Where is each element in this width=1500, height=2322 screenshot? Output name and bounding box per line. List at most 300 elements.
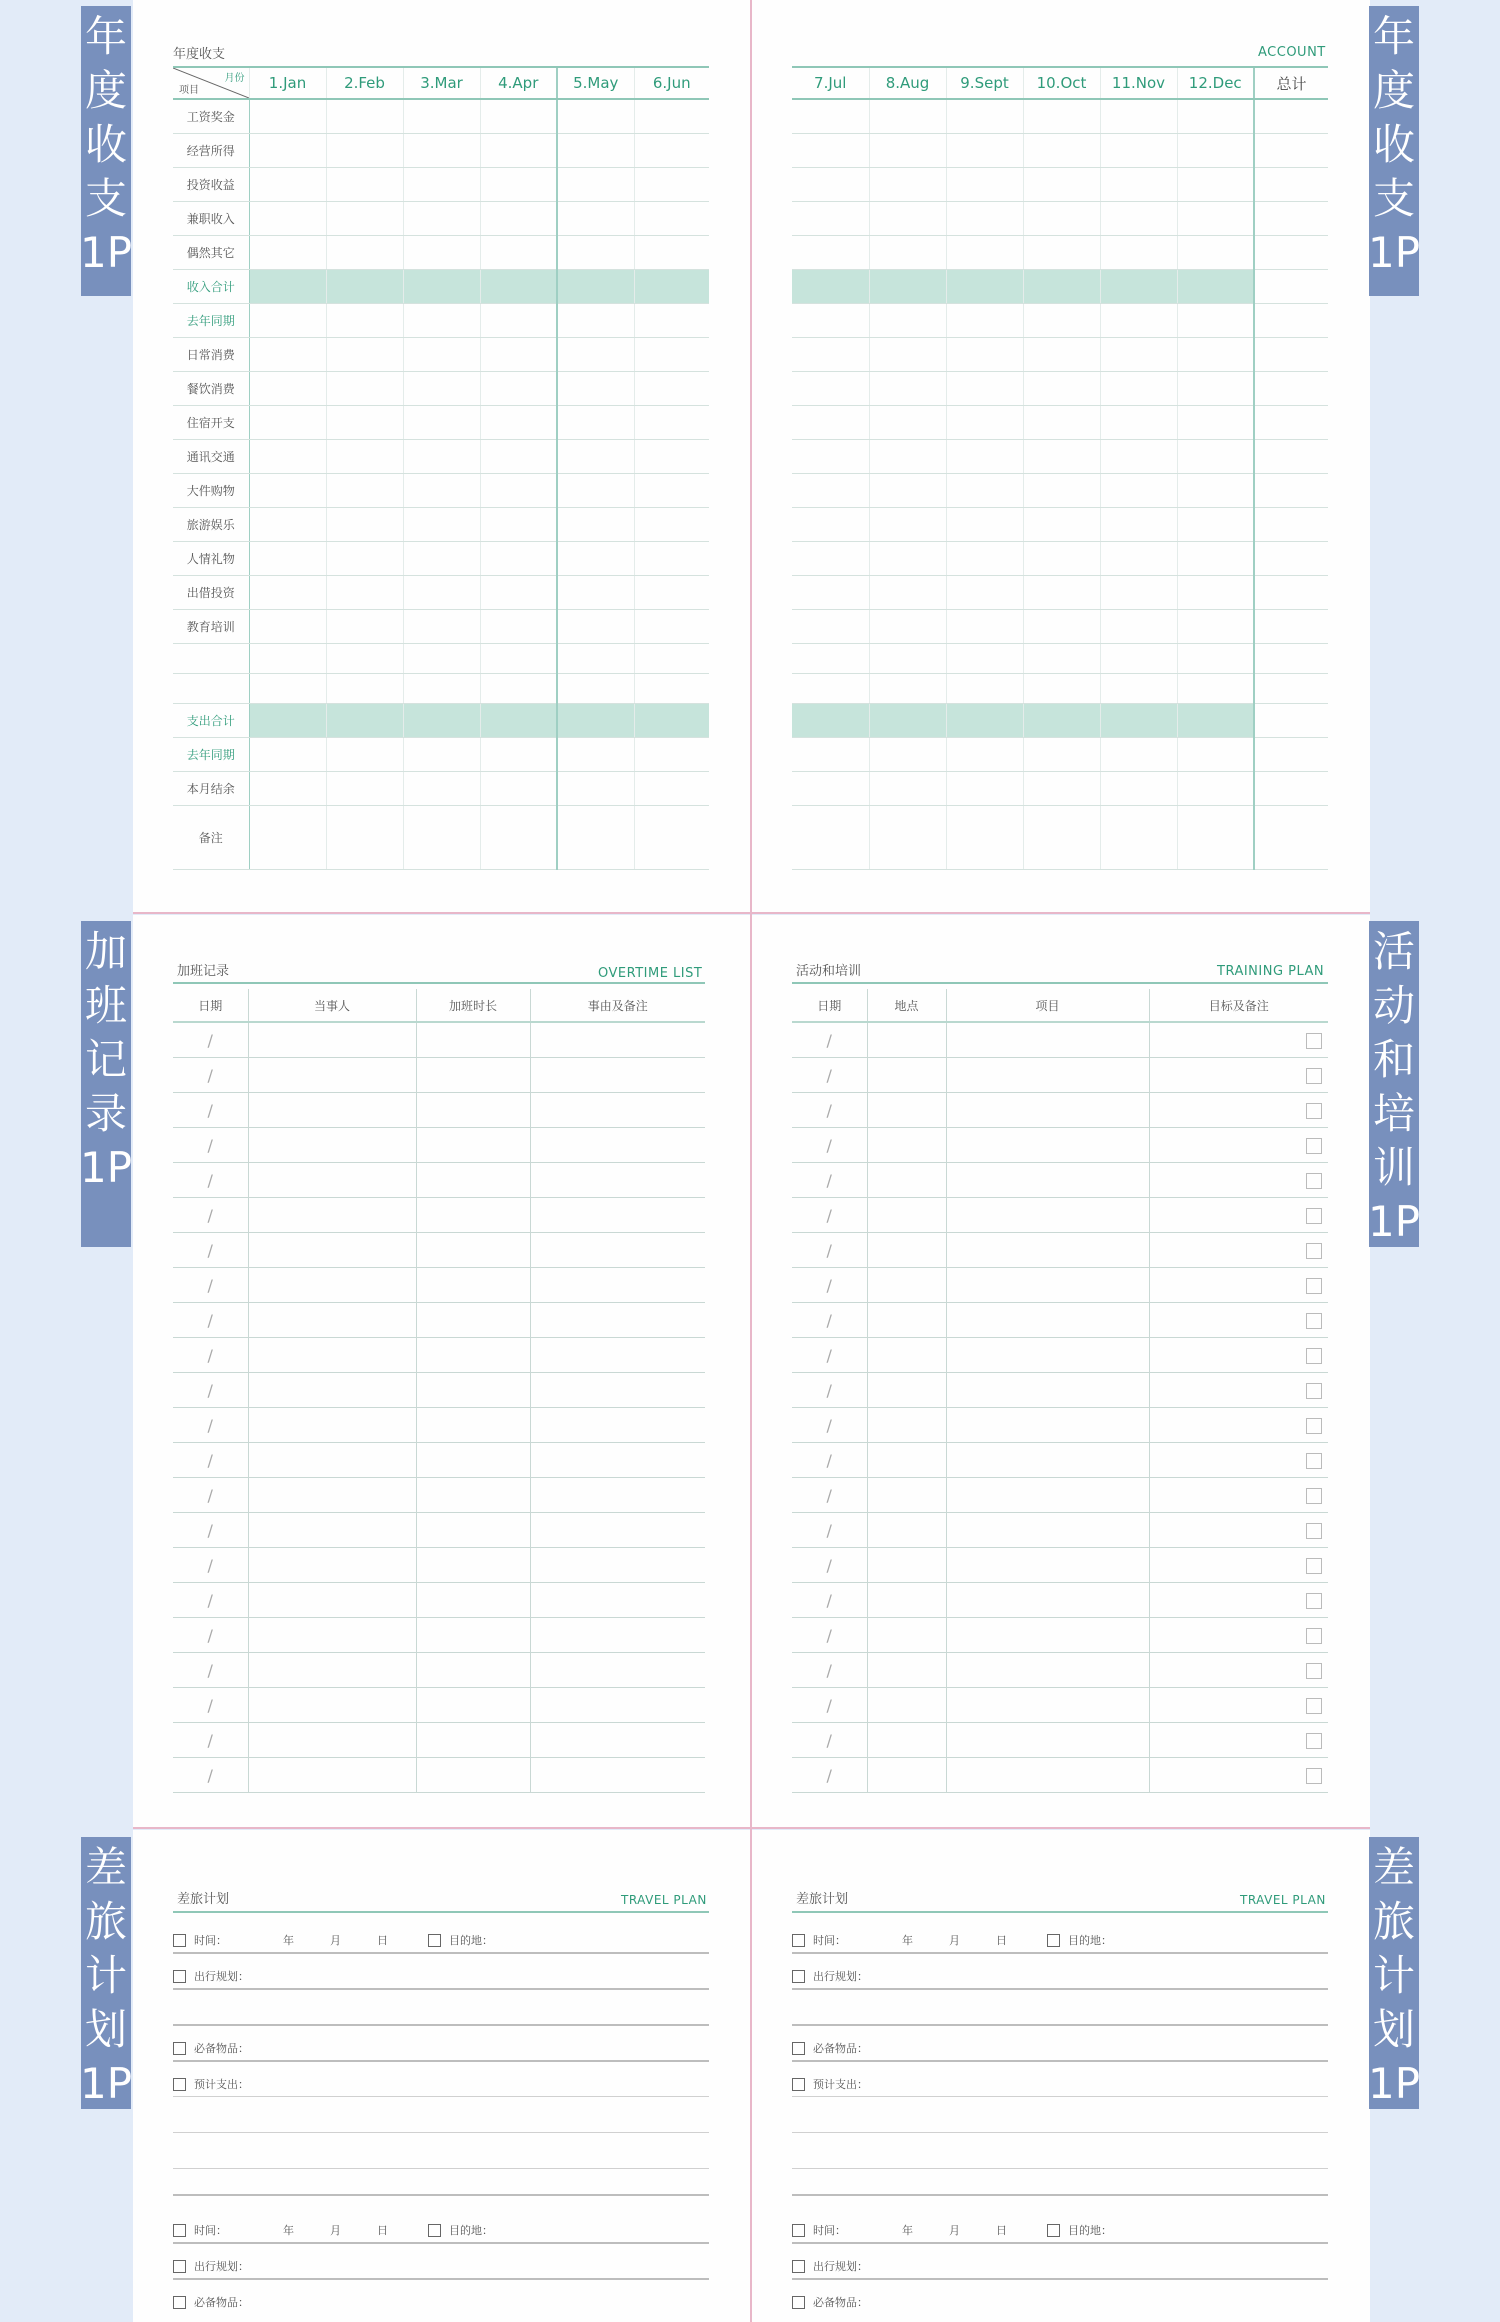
income-cell[interactable] <box>1100 405 1177 439</box>
income-cell[interactable] <box>326 737 403 771</box>
income-total-cell[interactable] <box>1254 133 1328 167</box>
training-cell[interactable] <box>1149 1233 1328 1268</box>
income-cell[interactable] <box>557 99 634 133</box>
training-cell[interactable] <box>1149 1373 1328 1408</box>
income-cell[interactable] <box>249 737 326 771</box>
overtime-cell[interactable] <box>416 1583 530 1618</box>
overtime-cell[interactable] <box>530 1093 705 1128</box>
checkbox[interactable] <box>792 2078 805 2091</box>
income-cell[interactable] <box>1023 201 1100 235</box>
income-cell[interactable] <box>249 643 326 673</box>
overtime-cell[interactable] <box>248 1268 416 1303</box>
income-cell[interactable] <box>946 643 1023 673</box>
income-cell[interactable] <box>557 405 634 439</box>
training-cell[interactable] <box>946 1478 1149 1513</box>
income-cell[interactable] <box>634 337 709 371</box>
income-cell[interactable] <box>326 133 403 167</box>
income-cell[interactable] <box>249 167 326 201</box>
checkbox[interactable] <box>1306 1523 1322 1539</box>
income-cell[interactable] <box>1100 303 1177 337</box>
income-cell[interactable] <box>869 575 946 609</box>
checkbox[interactable] <box>1306 1033 1322 1049</box>
training-date-cell[interactable]: / <box>792 1618 867 1653</box>
checkbox[interactable] <box>1306 1628 1322 1644</box>
training-cell[interactable] <box>867 1233 946 1268</box>
overtime-cell[interactable] <box>530 1478 705 1513</box>
income-cell[interactable] <box>1177 473 1254 507</box>
checkbox[interactable] <box>1306 1173 1322 1189</box>
income-cell[interactable] <box>946 473 1023 507</box>
income-cell[interactable] <box>557 703 634 737</box>
income-cell[interactable] <box>480 805 557 869</box>
income-total-cell[interactable] <box>1254 201 1328 235</box>
training-cell[interactable] <box>867 1373 946 1408</box>
training-date-cell[interactable]: / <box>792 1373 867 1408</box>
checkbox[interactable] <box>792 2224 805 2237</box>
training-cell[interactable] <box>1149 1548 1328 1583</box>
income-cell[interactable] <box>249 269 326 303</box>
overtime-cell[interactable] <box>248 1548 416 1583</box>
income-cell[interactable] <box>557 673 634 703</box>
income-cell[interactable] <box>249 439 326 473</box>
income-cell[interactable] <box>792 771 869 805</box>
overtime-cell[interactable] <box>416 1128 530 1163</box>
income-cell[interactable] <box>557 235 634 269</box>
overtime-cell[interactable] <box>530 1198 705 1233</box>
overtime-date-cell[interactable]: / <box>173 1478 248 1513</box>
overtime-date-cell[interactable]: / <box>173 1758 248 1793</box>
training-date-cell[interactable]: / <box>792 1338 867 1373</box>
income-cell[interactable] <box>946 439 1023 473</box>
training-cell[interactable] <box>946 1583 1149 1618</box>
income-cell[interactable] <box>1100 507 1177 541</box>
income-cell[interactable] <box>480 439 557 473</box>
income-cell[interactable] <box>403 235 480 269</box>
overtime-cell[interactable] <box>416 1233 530 1268</box>
training-date-cell[interactable]: / <box>792 1443 867 1478</box>
income-cell[interactable] <box>1177 609 1254 643</box>
income-cell[interactable] <box>480 703 557 737</box>
training-cell[interactable] <box>946 1653 1149 1688</box>
income-cell[interactable] <box>480 473 557 507</box>
income-cell[interactable] <box>326 201 403 235</box>
checkbox[interactable] <box>792 1970 805 1983</box>
income-cell[interactable] <box>1023 133 1100 167</box>
income-cell[interactable] <box>869 609 946 643</box>
overtime-cell[interactable] <box>530 1268 705 1303</box>
income-cell[interactable] <box>557 133 634 167</box>
income-cell[interactable] <box>557 541 634 575</box>
income-cell[interactable] <box>480 269 557 303</box>
income-cell[interactable] <box>249 805 326 869</box>
overtime-cell[interactable] <box>530 1058 705 1093</box>
training-cell[interactable] <box>1149 1478 1328 1513</box>
checkbox[interactable] <box>173 2224 186 2237</box>
income-cell[interactable] <box>1023 303 1100 337</box>
income-total-cell[interactable] <box>1254 703 1328 737</box>
income-cell[interactable] <box>403 371 480 405</box>
income-cell[interactable] <box>249 99 326 133</box>
checkbox[interactable] <box>1306 1313 1322 1329</box>
income-cell[interactable] <box>634 703 709 737</box>
income-cell[interactable] <box>792 507 869 541</box>
training-cell[interactable] <box>1149 1618 1328 1653</box>
overtime-cell[interactable] <box>248 1093 416 1128</box>
overtime-date-cell[interactable]: / <box>173 1583 248 1618</box>
income-cell[interactable] <box>249 473 326 507</box>
overtime-cell[interactable] <box>530 1723 705 1758</box>
overtime-cell[interactable] <box>416 1093 530 1128</box>
income-cell[interactable] <box>557 643 634 673</box>
income-cell[interactable] <box>946 99 1023 133</box>
overtime-date-cell[interactable]: / <box>173 1233 248 1268</box>
income-cell[interactable] <box>1177 439 1254 473</box>
checkbox[interactable] <box>173 1970 186 1983</box>
training-cell[interactable] <box>867 1128 946 1163</box>
overtime-date-cell[interactable]: / <box>173 1408 248 1443</box>
income-cell[interactable] <box>403 643 480 673</box>
income-cell[interactable] <box>1100 235 1177 269</box>
income-cell[interactable] <box>869 703 946 737</box>
checkbox[interactable] <box>428 2224 441 2237</box>
overtime-cell[interactable] <box>248 1688 416 1723</box>
income-cell[interactable] <box>403 473 480 507</box>
income-cell[interactable] <box>792 235 869 269</box>
income-cell[interactable] <box>403 609 480 643</box>
income-cell[interactable] <box>1177 201 1254 235</box>
income-cell[interactable] <box>1100 269 1177 303</box>
income-total-cell[interactable] <box>1254 771 1328 805</box>
training-date-cell[interactable]: / <box>792 1688 867 1723</box>
training-cell[interactable] <box>1149 1058 1328 1093</box>
income-cell[interactable] <box>634 805 709 869</box>
training-cell[interactable] <box>867 1058 946 1093</box>
income-cell[interactable] <box>403 269 480 303</box>
checkbox[interactable] <box>792 1934 805 1947</box>
training-cell[interactable] <box>946 1163 1149 1198</box>
training-cell[interactable] <box>1149 1268 1328 1303</box>
income-cell[interactable] <box>946 673 1023 703</box>
income-cell[interactable] <box>403 673 480 703</box>
checkbox[interactable] <box>1047 2224 1060 2237</box>
overtime-cell[interactable] <box>416 1198 530 1233</box>
income-total-cell[interactable] <box>1254 405 1328 439</box>
income-cell[interactable] <box>557 575 634 609</box>
income-cell[interactable] <box>634 473 709 507</box>
income-cell[interactable] <box>1100 201 1177 235</box>
overtime-date-cell[interactable]: / <box>173 1618 248 1653</box>
income-cell[interactable] <box>326 337 403 371</box>
income-cell[interactable] <box>1177 337 1254 371</box>
income-cell[interactable] <box>326 167 403 201</box>
overtime-cell[interactable] <box>416 1268 530 1303</box>
income-cell[interactable] <box>1100 703 1177 737</box>
income-cell[interactable] <box>557 737 634 771</box>
income-cell[interactable] <box>480 235 557 269</box>
income-cell[interactable] <box>326 507 403 541</box>
income-cell[interactable] <box>1023 575 1100 609</box>
income-cell[interactable] <box>249 609 326 643</box>
income-cell[interactable] <box>1100 133 1177 167</box>
training-cell[interactable] <box>867 1093 946 1128</box>
income-cell[interactable] <box>869 99 946 133</box>
income-cell[interactable] <box>1023 805 1100 869</box>
income-cell[interactable] <box>792 575 869 609</box>
training-cell[interactable] <box>867 1163 946 1198</box>
training-cell[interactable] <box>867 1688 946 1723</box>
training-date-cell[interactable]: / <box>792 1548 867 1583</box>
checkbox[interactable] <box>1047 1934 1060 1947</box>
training-date-cell[interactable]: / <box>792 1128 867 1163</box>
training-cell[interactable] <box>946 1688 1149 1723</box>
overtime-cell[interactable] <box>248 1443 416 1478</box>
income-cell[interactable] <box>792 609 869 643</box>
income-cell[interactable] <box>1023 167 1100 201</box>
income-total-cell[interactable] <box>1254 673 1328 703</box>
income-cell[interactable] <box>792 541 869 575</box>
training-cell[interactable] <box>1149 1128 1328 1163</box>
overtime-cell[interactable] <box>416 1618 530 1653</box>
income-cell[interactable] <box>249 371 326 405</box>
income-cell[interactable] <box>946 269 1023 303</box>
training-date-cell[interactable]: / <box>792 1758 867 1793</box>
income-cell[interactable] <box>792 99 869 133</box>
overtime-date-cell[interactable]: / <box>173 1093 248 1128</box>
overtime-cell[interactable] <box>416 1058 530 1093</box>
training-cell[interactable] <box>1149 1653 1328 1688</box>
training-date-cell[interactable]: / <box>792 1093 867 1128</box>
income-cell[interactable] <box>557 167 634 201</box>
income-cell[interactable] <box>634 269 709 303</box>
training-cell[interactable] <box>867 1268 946 1303</box>
income-cell[interactable] <box>403 303 480 337</box>
income-cell[interactable] <box>326 771 403 805</box>
income-cell[interactable] <box>249 771 326 805</box>
training-cell[interactable] <box>1149 1093 1328 1128</box>
income-cell[interactable] <box>1177 541 1254 575</box>
income-cell[interactable] <box>1100 167 1177 201</box>
income-cell[interactable] <box>1100 771 1177 805</box>
income-cell[interactable] <box>946 507 1023 541</box>
income-cell[interactable] <box>1023 643 1100 673</box>
training-cell[interactable] <box>867 1618 946 1653</box>
income-cell[interactable] <box>1100 541 1177 575</box>
income-cell[interactable] <box>480 541 557 575</box>
checkbox[interactable] <box>1306 1208 1322 1224</box>
income-cell[interactable] <box>1100 575 1177 609</box>
income-cell[interactable] <box>1100 643 1177 673</box>
income-cell[interactable] <box>326 673 403 703</box>
overtime-cell[interactable] <box>530 1688 705 1723</box>
income-cell[interactable] <box>326 643 403 673</box>
income-cell[interactable] <box>1100 673 1177 703</box>
income-cell[interactable] <box>1100 737 1177 771</box>
training-date-cell[interactable]: / <box>792 1268 867 1303</box>
income-cell[interactable] <box>792 269 869 303</box>
income-cell[interactable] <box>634 771 709 805</box>
checkbox[interactable] <box>1306 1593 1322 1609</box>
income-cell[interactable] <box>403 771 480 805</box>
income-cell[interactable] <box>1100 805 1177 869</box>
training-date-cell[interactable]: / <box>792 1198 867 1233</box>
income-cell[interactable] <box>557 805 634 869</box>
income-cell[interactable] <box>249 201 326 235</box>
overtime-date-cell[interactable]: / <box>173 1022 248 1058</box>
income-total-cell[interactable] <box>1254 507 1328 541</box>
training-cell[interactable] <box>946 1268 1149 1303</box>
income-cell[interactable] <box>634 371 709 405</box>
training-cell[interactable] <box>1149 1408 1328 1443</box>
income-cell[interactable] <box>869 337 946 371</box>
income-cell[interactable] <box>792 405 869 439</box>
income-cell[interactable] <box>326 439 403 473</box>
overtime-cell[interactable] <box>530 1303 705 1338</box>
training-cell[interactable] <box>867 1548 946 1583</box>
training-cell[interactable] <box>1149 1583 1328 1618</box>
income-total-cell[interactable] <box>1254 235 1328 269</box>
income-cell[interactable] <box>403 737 480 771</box>
training-cell[interactable] <box>867 1022 946 1058</box>
overtime-cell[interactable] <box>248 1163 416 1198</box>
overtime-cell[interactable] <box>416 1548 530 1583</box>
training-cell[interactable] <box>1149 1163 1328 1198</box>
income-cell[interactable] <box>946 805 1023 869</box>
income-cell[interactable] <box>1177 133 1254 167</box>
checkbox[interactable] <box>792 2296 805 2309</box>
overtime-date-cell[interactable]: / <box>173 1723 248 1758</box>
income-cell[interactable] <box>1023 439 1100 473</box>
training-cell[interactable] <box>946 1373 1149 1408</box>
income-cell[interactable] <box>1023 371 1100 405</box>
overtime-cell[interactable] <box>248 1583 416 1618</box>
training-cell[interactable] <box>867 1338 946 1373</box>
income-cell[interactable] <box>480 673 557 703</box>
income-cell[interactable] <box>403 405 480 439</box>
overtime-date-cell[interactable]: / <box>173 1163 248 1198</box>
income-cell[interactable] <box>557 609 634 643</box>
overtime-cell[interactable] <box>416 1022 530 1058</box>
income-cell[interactable] <box>1177 771 1254 805</box>
training-date-cell[interactable]: / <box>792 1022 867 1058</box>
training-cell[interactable] <box>946 1022 1149 1058</box>
income-total-cell[interactable] <box>1254 609 1328 643</box>
income-cell[interactable] <box>792 473 869 507</box>
overtime-cell[interactable] <box>530 1163 705 1198</box>
income-cell[interactable] <box>1177 167 1254 201</box>
income-cell[interactable] <box>869 201 946 235</box>
training-cell[interactable] <box>867 1583 946 1618</box>
checkbox[interactable] <box>1306 1278 1322 1294</box>
overtime-cell[interactable] <box>530 1022 705 1058</box>
income-cell[interactable] <box>557 771 634 805</box>
income-cell[interactable] <box>249 303 326 337</box>
overtime-cell[interactable] <box>530 1128 705 1163</box>
training-date-cell[interactable]: / <box>792 1723 867 1758</box>
overtime-cell[interactable] <box>248 1198 416 1233</box>
income-cell[interactable] <box>403 99 480 133</box>
training-date-cell[interactable]: / <box>792 1653 867 1688</box>
training-cell[interactable] <box>1149 1513 1328 1548</box>
income-cell[interactable] <box>1177 235 1254 269</box>
overtime-cell[interactable] <box>530 1408 705 1443</box>
training-cell[interactable] <box>867 1723 946 1758</box>
income-total-cell[interactable] <box>1254 805 1328 869</box>
income-cell[interactable] <box>946 201 1023 235</box>
income-cell[interactable] <box>869 371 946 405</box>
training-date-cell[interactable]: / <box>792 1408 867 1443</box>
overtime-cell[interactable] <box>530 1513 705 1548</box>
income-cell[interactable] <box>480 337 557 371</box>
training-cell[interactable] <box>946 1303 1149 1338</box>
income-cell[interactable] <box>792 439 869 473</box>
overtime-date-cell[interactable]: / <box>173 1268 248 1303</box>
income-total-cell[interactable] <box>1254 371 1328 405</box>
income-cell[interactable] <box>1023 609 1100 643</box>
overtime-date-cell[interactable]: / <box>173 1548 248 1583</box>
income-cell[interactable] <box>403 575 480 609</box>
income-cell[interactable] <box>869 269 946 303</box>
checkbox[interactable] <box>1306 1103 1322 1119</box>
income-cell[interactable] <box>792 737 869 771</box>
income-cell[interactable] <box>634 643 709 673</box>
training-date-cell[interactable]: / <box>792 1478 867 1513</box>
checkbox[interactable] <box>1306 1383 1322 1399</box>
income-cell[interactable] <box>326 609 403 643</box>
income-cell[interactable] <box>634 99 709 133</box>
overtime-cell[interactable] <box>248 1373 416 1408</box>
overtime-date-cell[interactable]: / <box>173 1373 248 1408</box>
income-cell[interactable] <box>869 507 946 541</box>
income-cell[interactable] <box>634 303 709 337</box>
income-cell[interactable] <box>869 439 946 473</box>
income-cell[interactable] <box>634 235 709 269</box>
income-cell[interactable] <box>869 167 946 201</box>
overtime-cell[interactable] <box>530 1548 705 1583</box>
training-cell[interactable] <box>946 1128 1149 1163</box>
overtime-cell[interactable] <box>530 1233 705 1268</box>
income-cell[interactable] <box>1177 371 1254 405</box>
income-cell[interactable] <box>326 575 403 609</box>
overtime-cell[interactable] <box>530 1618 705 1653</box>
income-cell[interactable] <box>946 167 1023 201</box>
overtime-cell[interactable] <box>530 1443 705 1478</box>
income-cell[interactable] <box>403 337 480 371</box>
income-cell[interactable] <box>480 99 557 133</box>
income-cell[interactable] <box>869 673 946 703</box>
income-cell[interactable] <box>249 337 326 371</box>
overtime-cell[interactable] <box>416 1478 530 1513</box>
training-cell[interactable] <box>867 1303 946 1338</box>
income-total-cell[interactable] <box>1254 167 1328 201</box>
checkbox[interactable] <box>1306 1488 1322 1504</box>
overtime-date-cell[interactable]: / <box>173 1443 248 1478</box>
training-cell[interactable] <box>1149 1303 1328 1338</box>
overtime-cell[interactable] <box>416 1408 530 1443</box>
income-cell[interactable] <box>1177 575 1254 609</box>
training-cell[interactable] <box>1149 1022 1328 1058</box>
income-cell[interactable] <box>1023 507 1100 541</box>
overtime-cell[interactable] <box>248 1478 416 1513</box>
training-cell[interactable] <box>946 1093 1149 1128</box>
income-cell[interactable] <box>634 405 709 439</box>
income-cell[interactable] <box>792 805 869 869</box>
checkbox[interactable] <box>173 2260 186 2273</box>
overtime-cell[interactable] <box>530 1653 705 1688</box>
income-cell[interactable] <box>249 507 326 541</box>
overtime-cell[interactable] <box>248 1058 416 1093</box>
income-total-cell[interactable] <box>1254 269 1328 303</box>
checkbox[interactable] <box>1306 1453 1322 1469</box>
